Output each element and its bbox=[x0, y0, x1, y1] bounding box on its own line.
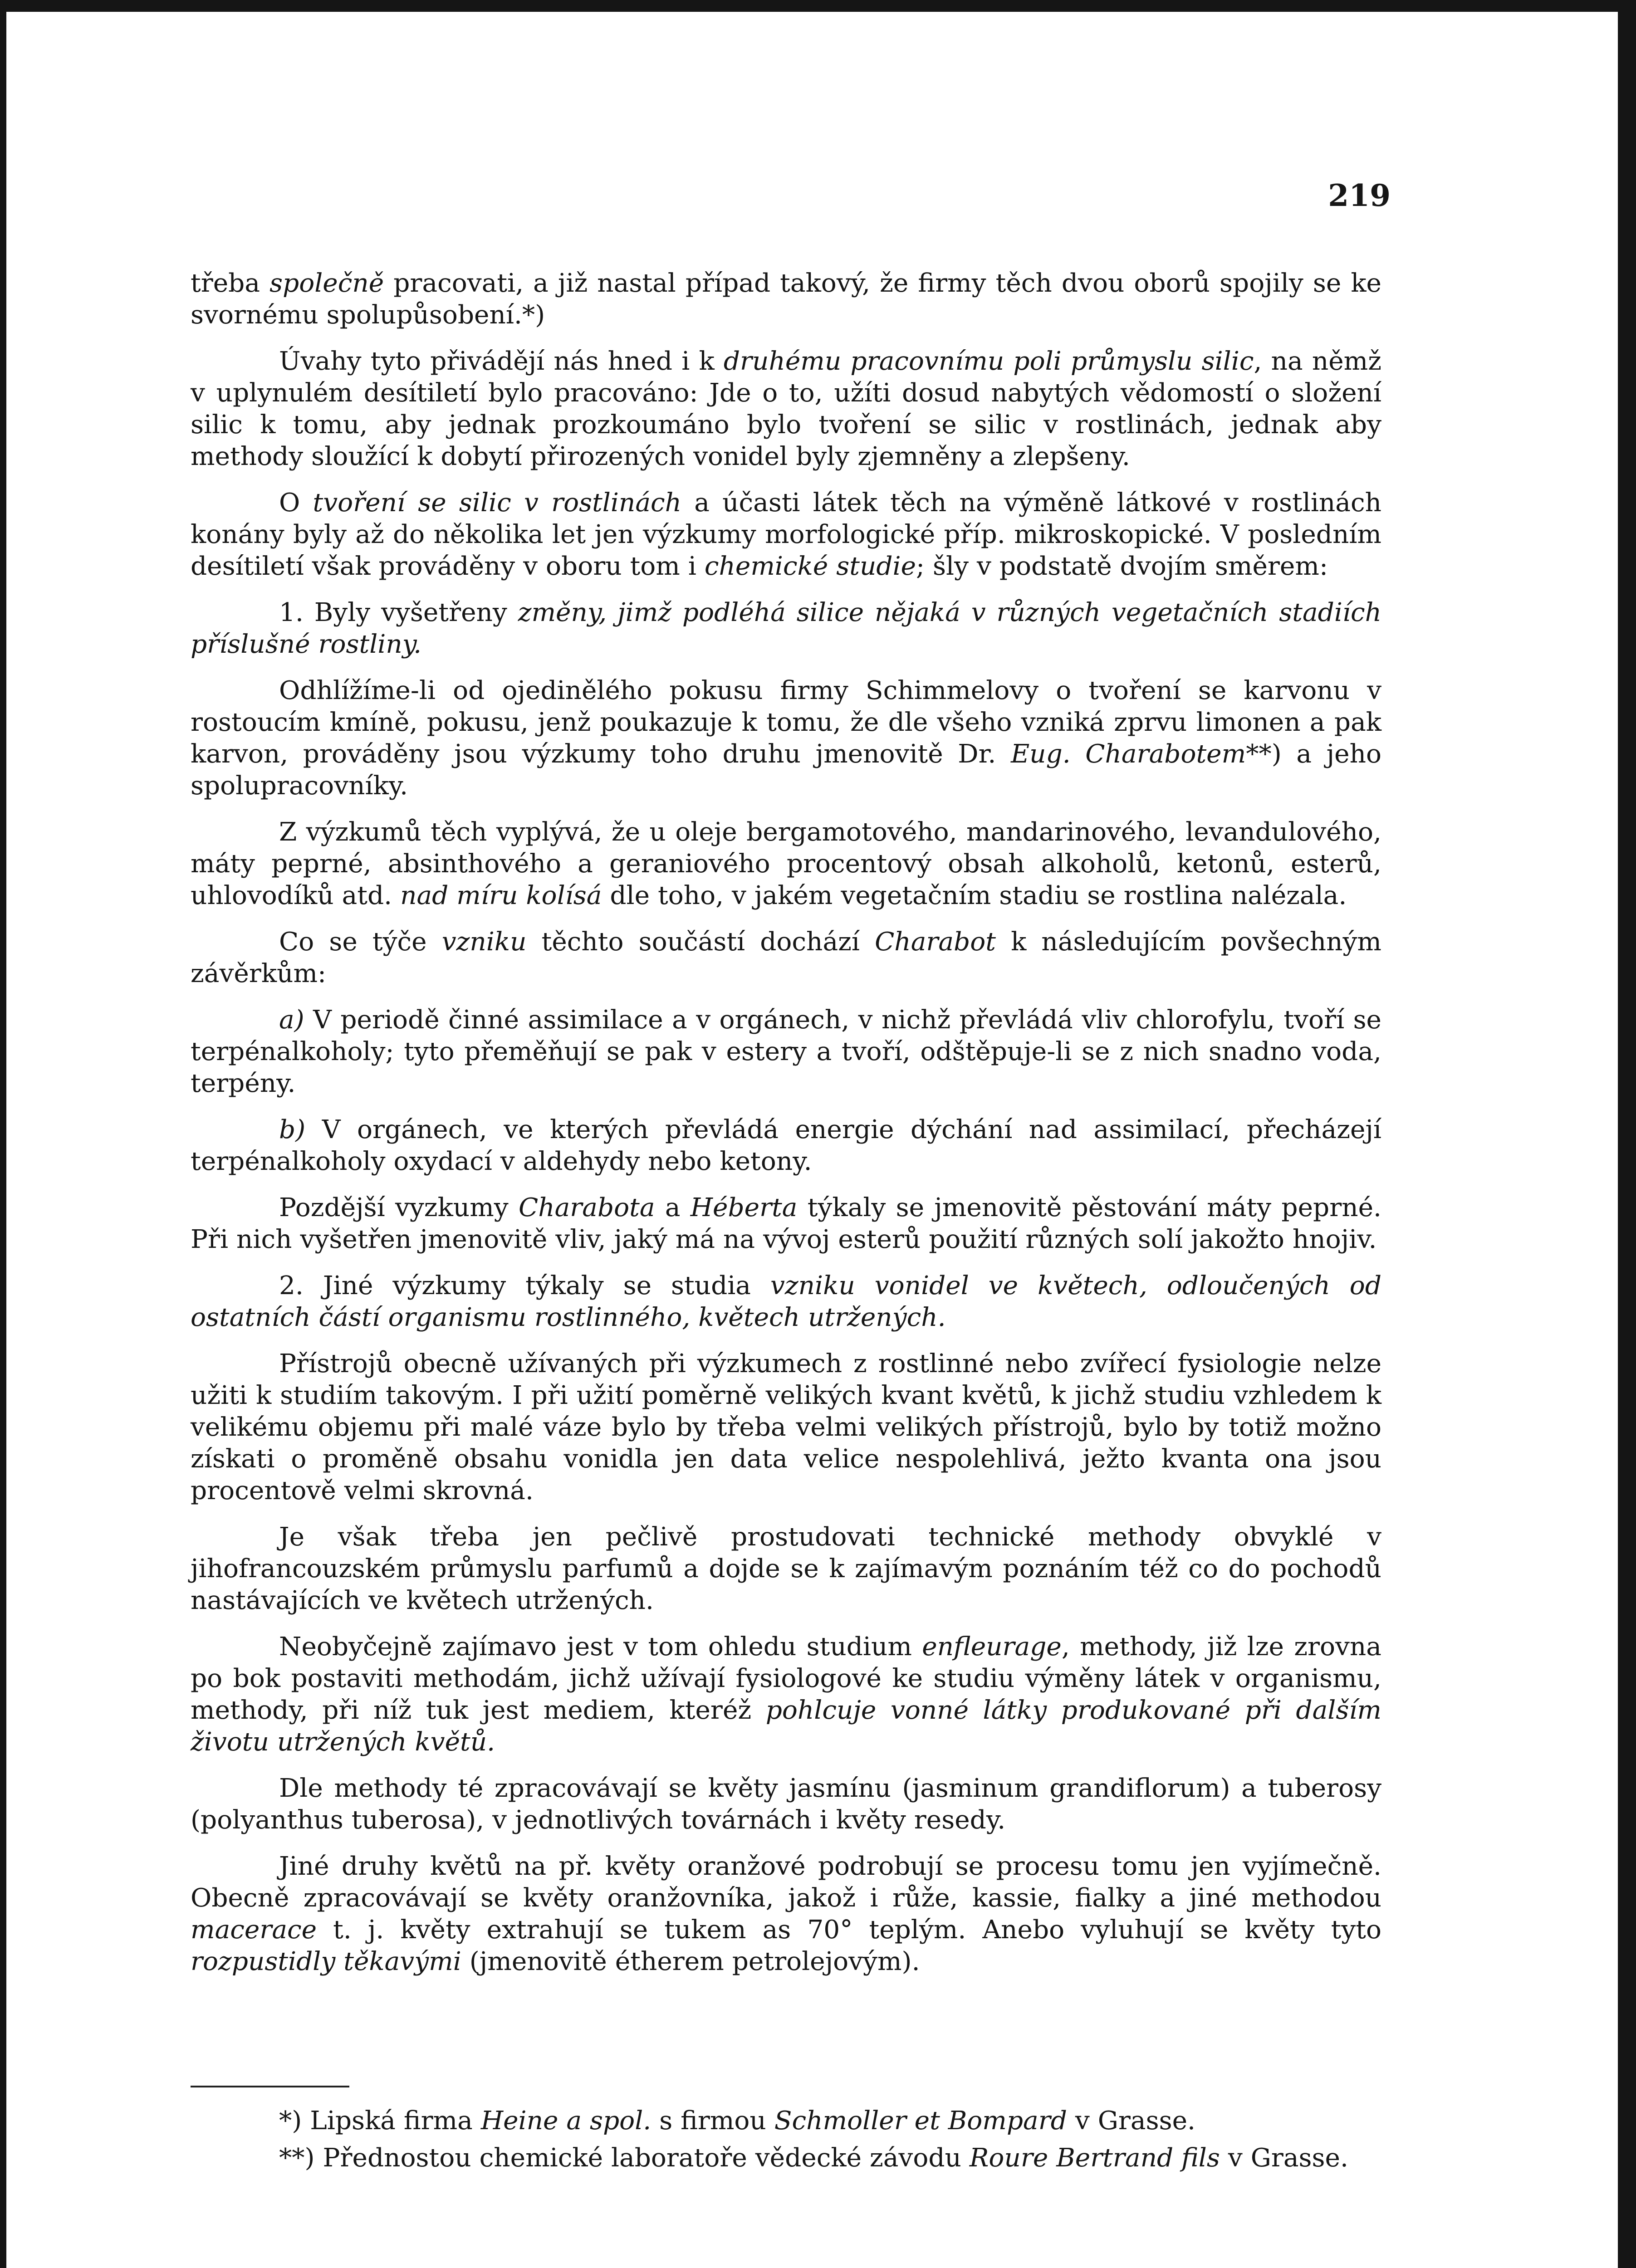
paragraph: Odhlížíme-li od ojedinělého pokusu firmy Schimmelovy o tvoření se karvonu v rostoucím kmíně, pokusu, jenž poukazuje k tomu, že dle všeho vzniká zprvu limonen a pak karvon, prováděny jsou výzkumy toho druhu jmenovitě Dr. Eug. Charabotem**) a jeho spolupracovníky. bbox=[191, 676, 1381, 801]
paragraph: Přístrojů obecně užívaných při výzkumech z rostlinné nebo zvířecí fysiologie nelze užiti k studiím takovým. I při užití poměrně velikých kvant květů, k jichž studiu vzhledem k velikému objemu při malé váze bylo by třeba velmi velikých přístrojů, bylo by totiž možno získati o proměně obsahu vonidla jen data velice nespolehlivá, ježto kvanta ona jsou procentově velmi skrovná. bbox=[191, 1349, 1381, 1505]
italic-text: Eug. Charabotem bbox=[1010, 739, 1246, 769]
italic-text: společně bbox=[269, 269, 384, 298]
italic-text: Roure Bertrand fils bbox=[969, 2143, 1220, 2173]
footnote: *) Lipská firma Heine a spol. s firmou Schmoller et Bompard v Grasse. bbox=[279, 2106, 1195, 2136]
paragraph: Je však třeba jen pečlivě prostudovati technické methody obvyklé v jihofrancouzském průmyslu parfumů a dojde se k zajímavým poznáním též co do pochodů nastávajících ve květech utržených. bbox=[191, 1522, 1381, 1615]
italic-text: Charabot bbox=[875, 927, 996, 957]
paragraph: O tvoření se silic v rostlinách a účasti látek těch na výměně látkové v rostlinách konány byly až do několika let jen výzkumy morfologické příp. mikroskopické. V posledním desítiletí však prováděny v oboru tom i chemické studie; šly v podstatě dvojím směrem: bbox=[191, 488, 1382, 581]
paragraph: Neobyčejně zajímavo jest v tom ohledu studium enfleurage, methody, již lze zrovna po bok postaviti methodám, jichž užívají fysiologové ke studiu výměny látek v organismu, methody, při níž tuk jest mediem, kteréž pohlcuje vonné látky produkované při dalším životu utržených květů. bbox=[191, 1632, 1381, 1757]
italic-text: změny, jimž podléhá silice nějaká v různých vegetačních stadiích příslušné rostliny. bbox=[191, 598, 1381, 659]
paragraph: 1. Byly vyšetřeny změny, jimž podléhá silice nějaká v různých vegetačních stadiích příslušné rostliny. bbox=[191, 598, 1381, 659]
italic-text: b) bbox=[279, 1115, 306, 1144]
italic-text: enfleurage bbox=[922, 1632, 1062, 1662]
paragraph: b) V orgánech, ve kterých převládá energie dýchání nad assimilací, přecházejí terpénalkoholy oxydací v aldehydy nebo ketony. bbox=[191, 1115, 1381, 1176]
italic-text: macerace bbox=[191, 1915, 317, 1945]
scan-border-top bbox=[0, 0, 1636, 12]
italic-text: druhému pracovnímu poli průmyslu silic bbox=[723, 347, 1254, 376]
italic-text: tvoření se silic v rostlinách bbox=[313, 488, 682, 518]
italic-text: Charabota bbox=[518, 1193, 655, 1222]
paragraph: třeba společně pracovati, a již nastal případ takový, že firmy těch dvou oborů spojily se ke svornému spolupůsobení.*) bbox=[191, 269, 1381, 330]
paragraph: a) V periodě činné assimilace a v orgánech, v nichž převládá vliv chlorofylu, tvoří se terpénalkoholy; tyto přeměňují se pak v estery a tvoří, odštěpuje-li se z nich snadno voda, terpény. bbox=[191, 1005, 1381, 1098]
paragraph: Jiné druhy květů na př. květy oranžové podrobují se procesu tomu jen vyjímečně. Obecně zpracovávají se květy oranžovníka, jakož i růže, kassie, fialky a jiné methodou macerace t. j. květy extrahují se tukem as 70° teplým. Anebo vyluhují se květy tyto rozpustidly těkavými (jmenovitě étherem petrolejovým). bbox=[191, 1852, 1381, 1976]
paragraph: Z výzkumů těch vyplývá, že u oleje bergamotového, mandarinového, levandulového, máty peprné, absinthového a geraniového procentový obsah alkoholů, ketonů, esterů, uhlovodíků atd. nad míru kolísá dle toho, v jakém vegetačním stadiu se rostlina nalézala. bbox=[191, 817, 1381, 910]
footnote-divider bbox=[191, 2086, 349, 2087]
scan-border-right bbox=[1618, 0, 1636, 2268]
paragraph: Pozdější vyzkumy Charabota a Héberta týkaly se jmenovitě pěstování máty peprné. Při nich vyšetřen jmenovitě vliv, jaký má na vývoj esterů použití různých solí jakožto hnojiv. bbox=[191, 1193, 1381, 1254]
footnotes bbox=[191, 2105, 1381, 2179]
italic-text: chemické studie bbox=[704, 552, 916, 581]
italic-text: vzniku bbox=[441, 927, 527, 957]
italic-text: pohlcuje vonné látky produkované při dalším životu utržených květů. bbox=[191, 1696, 1381, 1757]
paragraph: 2. Jiné výzkumy týkaly se studia vzniku vonidel ve květech, odloučených od ostatních částí organismu rostlinného, květech utržených. bbox=[191, 1271, 1381, 1332]
paragraph: Úvahy tyto přivádějí nás hned i k druhému pracovnímu poli průmyslu silic, na němž v uplynulém desítiletí bylo pracováno: Jde o to, užíti dosud nabytých vědomostí o složení silic k tomu, aby jednak prozkoumáno bylo tvoření se silic v rostlinách, jednak aby methody sloužící k dobytí přirozených vonidel byly zjemněny a zlepšeny. bbox=[191, 347, 1382, 471]
paragraph: Co se týče vzniku těchto součástí dochází Charabot k následujícím povšechným závěrkům: bbox=[191, 927, 1381, 988]
body-text bbox=[191, 268, 1381, 1992]
italic-text: Schmoller et Bompard bbox=[774, 2106, 1067, 2136]
italic-text: Héberta bbox=[690, 1193, 798, 1222]
italic-text: vzniku vonidel ve květech, odloučených od ostatních částí organismu rostlinného, květech utržených. bbox=[191, 1271, 1381, 1332]
italic-text: nad míru kolísá bbox=[400, 881, 602, 910]
italic-text: rozpustidly těkavými bbox=[191, 1947, 461, 1976]
paragraph: Dle methody té zpracovávají se květy jasmínu (jasminum grandiflorum) a tuberosy (polyanthus tuberosa), v jednotlivých továrnách i květy resedy. bbox=[191, 1774, 1381, 1835]
italic-text: a) bbox=[279, 1005, 304, 1035]
page-number: 219 bbox=[1328, 178, 1391, 213]
scan-border-left bbox=[0, 0, 6, 2268]
footnote: **) Přednostou chemické laboratoře vědecké závodu Roure Bertrand fils v Grasse. bbox=[279, 2143, 1348, 2173]
italic-text: Heine a spol. bbox=[480, 2106, 651, 2136]
